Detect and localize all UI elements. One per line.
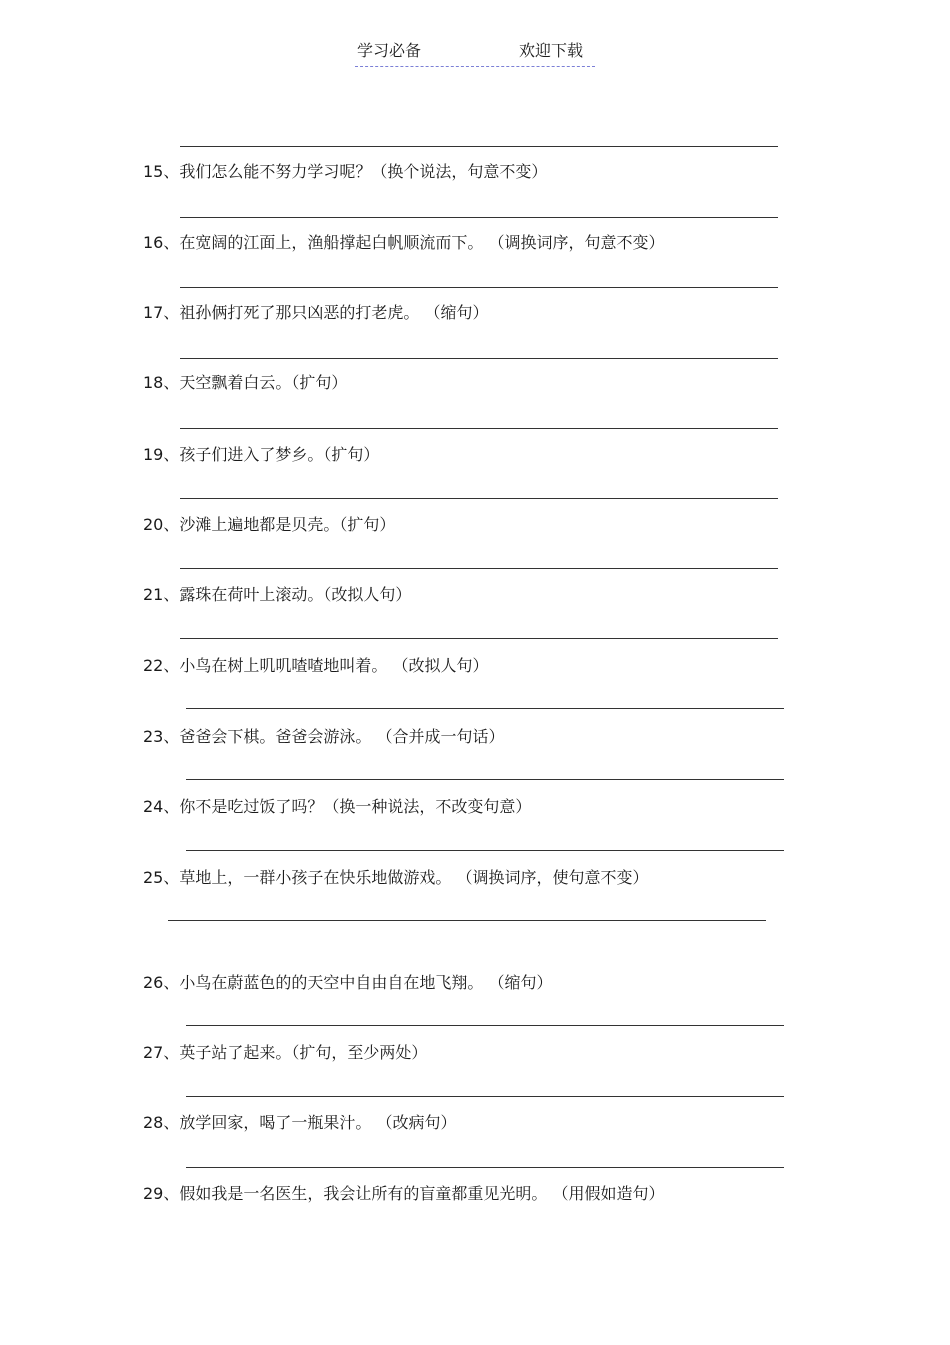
answer-line: [186, 1167, 784, 1168]
question-text: 英子站了起来。（扩句，至少两处）: [179, 1043, 428, 1062]
question-22: [143, 655, 488, 677]
question-number: 26、: [143, 973, 180, 992]
question-text: 草地上，一群小孩子在快乐地做游戏。 （调换词序，使句意不变）: [179, 868, 649, 887]
question-number: 18、: [143, 373, 180, 392]
answer-line: [180, 217, 778, 218]
question-28: [143, 1112, 456, 1134]
question-number: 15、: [143, 162, 180, 181]
question-text: 沙滩上遍地都是贝壳。（扩句）: [179, 515, 396, 534]
question-29: [143, 1183, 664, 1205]
question-text: 假如我是一名医生，我会让所有的盲童都重见光明。 （用假如造句）: [179, 1184, 665, 1203]
question-number: 17、: [143, 303, 180, 322]
question-15: [143, 161, 547, 183]
header-right-text: 欢迎下载: [519, 41, 584, 60]
question-number: 29、: [143, 1184, 180, 1203]
question-number: 24、: [143, 797, 180, 816]
question-21: [143, 584, 411, 606]
question-18: [143, 372, 347, 394]
question-text: 爸爸会下棋。爸爸会游泳。 （合并成一句话）: [179, 727, 505, 746]
answer-line: [168, 920, 766, 921]
question-number: 23、: [143, 727, 180, 746]
question-text: 在宽阔的江面上，渔船撑起白帆顺流而下。 （调换词序，句意不变）: [179, 233, 665, 252]
question-number: 19、: [143, 445, 180, 464]
answer-line: [186, 708, 784, 709]
question-text: 孩子们进入了梦乡。（扩句）: [179, 445, 380, 464]
answer-line: [186, 850, 784, 851]
answer-line: [180, 638, 778, 639]
question-25: [143, 867, 648, 889]
question-number: 21、: [143, 585, 180, 604]
question-19: [143, 444, 379, 466]
answer-line: [180, 568, 778, 569]
answer-line: [180, 498, 778, 499]
answer-line: [186, 779, 784, 780]
question-number: 20、: [143, 515, 180, 534]
answer-line: [180, 146, 778, 147]
answer-line: [180, 428, 778, 429]
question-text: 天空飘着白云。（扩句）: [179, 373, 348, 392]
question-number: 27、: [143, 1043, 180, 1062]
question-number: 25、: [143, 868, 180, 887]
question-27: [143, 1042, 427, 1064]
question-text: 你不是吃过饭了吗？（换一种说法，不改变句意）: [179, 797, 532, 816]
question-number: 16、: [143, 233, 180, 252]
answer-line: [186, 1096, 784, 1097]
page-header: [355, 40, 595, 67]
question-number: 22、: [143, 656, 180, 675]
question-text: 小鸟在蔚蓝色的的天空中自由自在地飞翔。 （缩句）: [179, 973, 553, 992]
question-text: 露珠在荷叶上滚动。（改拟人句）: [179, 585, 412, 604]
question-text: 小鸟在树上叽叽喳喳地叫着。 （改拟人句）: [179, 656, 489, 675]
question-24: [143, 796, 531, 818]
question-23: [143, 726, 504, 748]
question-text: 我们怎么能不努力学习呢？（换个说法，句意不变）: [179, 162, 548, 181]
answer-line: [180, 287, 778, 288]
question-20: [143, 514, 395, 536]
question-26: [143, 972, 552, 994]
question-16: [143, 232, 664, 254]
question-text: 放学回家，喝了一瓶果汁。 （改病句）: [179, 1113, 457, 1132]
header-left-text: 学习必备: [357, 41, 422, 60]
answer-line: [180, 358, 778, 359]
answer-line: [186, 1025, 784, 1026]
question-number: 28、: [143, 1113, 180, 1132]
question-17: [143, 302, 488, 324]
question-text: 祖孙俩打死了那只凶恶的打老虎。 （缩句）: [179, 303, 489, 322]
